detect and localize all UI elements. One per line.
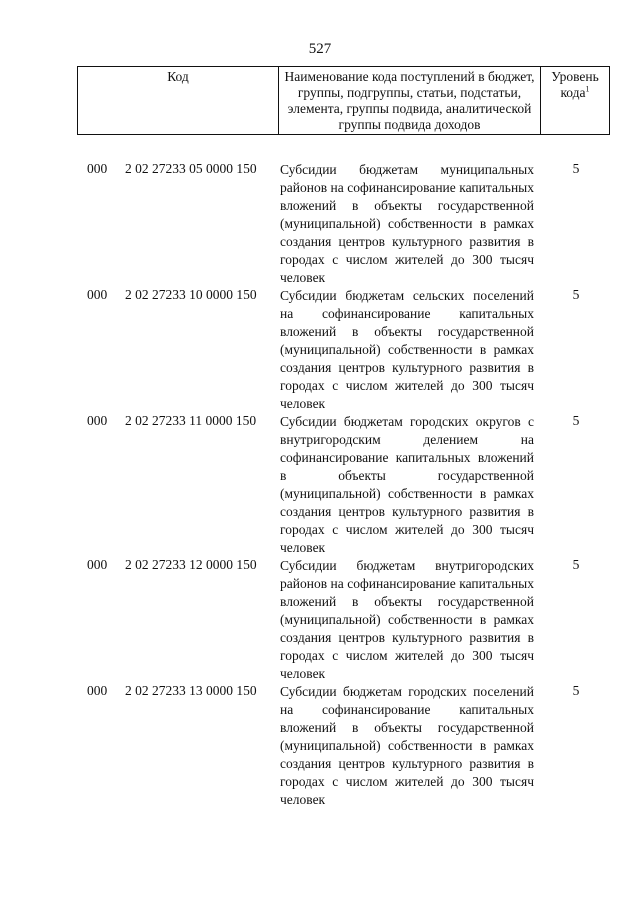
- header-level: [540, 67, 609, 134]
- row-level: 5: [572, 557, 580, 572]
- table-row: [0, 557, 640, 683]
- header-level-footnote: 1: [585, 84, 590, 94]
- row-name: Субсидии бюджетам внутригородских районов на софинансирование капитальных вложений в объекты государственной (муниципальной) собственности в рамках создания центров культурного развития в городах с числом жителей до 300 тысяч человек: [280, 558, 534, 681]
- row-prefix: 000: [87, 161, 108, 176]
- page-number: 527: [308, 41, 332, 57]
- row-name: Субсидии бюджетам городских округов с внутригородским делением на софинансирование капитальных вложений в объекты государственной (муниципальной) собственности в рамках создания центров культурного развития в городах с числом жителей до 300 тысяч человек: [280, 414, 534, 555]
- table-row: [0, 287, 640, 413]
- table-row: [0, 413, 640, 557]
- row-level: 5: [572, 287, 580, 302]
- row-code: 2 02 27233 10 0000 150: [125, 287, 257, 302]
- row-level: 5: [572, 161, 580, 176]
- row-code: 2 02 27233 11 0000 150: [125, 413, 257, 428]
- row-prefix: 000: [87, 413, 108, 428]
- header-level-label: Уровень кода: [551, 69, 599, 100]
- table-row: [0, 683, 640, 809]
- row-code: 2 02 27233 12 0000 150: [125, 557, 257, 572]
- row-code: 2 02 27233 13 0000 150: [125, 683, 257, 698]
- row-prefix: 000: [87, 683, 108, 698]
- table-header: [77, 66, 610, 135]
- row-code: 2 02 27233 05 0000 150: [125, 161, 257, 176]
- row-name: Субсидии бюджетам муниципальных районов на софинансирование капитальных вложений в объекты государственной (муниципальной) собственности в рамках создания центров культурного развития в городах с числом жителей до 300 тысяч человек: [280, 162, 534, 285]
- row-prefix: 000: [87, 287, 108, 302]
- row-prefix: 000: [87, 557, 108, 572]
- table-row: [0, 161, 640, 287]
- row-level: 5: [572, 413, 580, 428]
- row-name: Субсидии бюджетам городских поселений на софинансирование капитальных вложений в объекты государственной (муниципальной) собственности в рамках создания центров культурного развития в городах с числом жителей до 300 тысяч человек: [280, 684, 534, 807]
- row-level: 5: [572, 683, 580, 698]
- header-code: Код: [167, 69, 189, 84]
- header-name: Наименование кода поступлений в бюджет, группы, подгруппы, статьи, подстатьи, элемента, группы подвида, аналитической группы подвида доходов: [278, 67, 540, 134]
- table-body: [0, 161, 640, 809]
- row-name: Субсидии бюджетам сельских поселений на софинансирование капитальных вложений в объекты государственной (муниципальной) собственности в рамках создания центров культурного развития в городах с числом жителей до 300 тысяч человек: [280, 288, 534, 411]
